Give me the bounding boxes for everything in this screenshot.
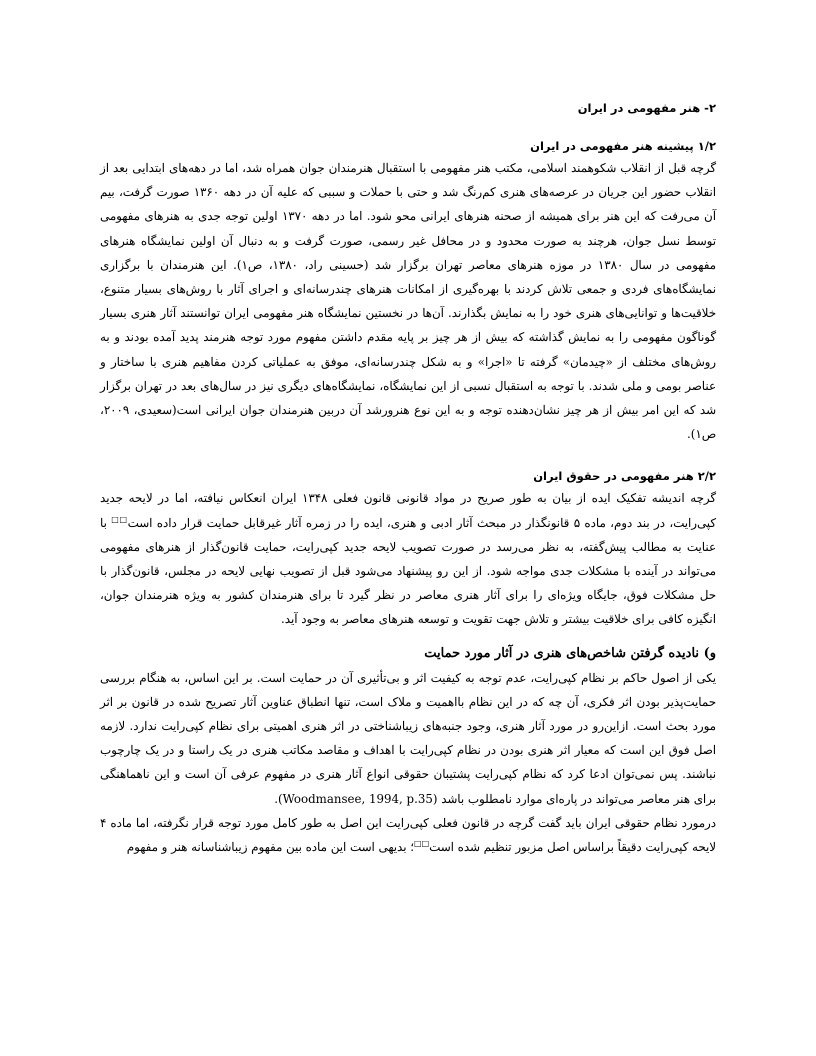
footnote-marker: □□	[414, 839, 430, 849]
footnote-marker: □□	[111, 514, 128, 524]
citation: (Woodmansee, 1994, p.35).	[274, 791, 442, 806]
section-1-title: ۱/۲ پیشینه هنر مفهومی در ایران	[530, 139, 716, 153]
section-3-paragraph-2	[100, 811, 716, 859]
section-2-text-b: با عنایت به مطالب پیش‌گفته، به نظر می‌رسد در صورت تصویب لایحه جدید کپی‌رایت، حمایت قانون‌گذار از هنرهای مفهومی می‌تواند در آینده با مشکلات جدی مواجه شود. از این رو پیشنهاد می‌شود قبل از تصویب نهایی لایحه در مجلس، قانون‌گذار با حل مشکلات فوق، جایگاه ویژه‌ای را برای آثار هنری معاصر در نظر گیرد تا برای هنرمندان کشور به ویژه هنرمندان جوان، انگیزه کافی برای خلاقیت بیشتر و تلاش جهت تقویت و توسعه هنرهای معاصر به وجود آید.	[100, 515, 716, 627]
document-page	[100, 92, 716, 859]
section-3-paragraph-1	[100, 666, 716, 811]
section-2-title: ۲/۲ هنر مفهومی در حقوق ایران	[533, 469, 716, 484]
heading-main: ۲- هنر مفهومی در ایران	[577, 101, 716, 115]
section-3-text-a: یکی از اصول حاکم بر نظام کپی‌رایت، عدم توجه به کیفیت اثر و بی‌تأثیری آن در حمایت است. بر این اساس، به هنگام بررسی حمایت‌پذیر بودن اثر فکری، آن چه که در این نظام بااهمیت و ملاک است، تنها انطباق عناوین آثار تصریح شده در قانون بر اثر مورد بحث است. ازاین‌رو در مورد آثار هنری، وجود جنبه‌های زیباشناختی در اثر هنری اهمیتی برای نظام کپی‌رایت ندارد. لازمه اصل فوق این است که معیار اثر هنری بودن در نظام کپی‌رایت با اهداف و مقاصد مکاتب هنری در یک راستا و در یک چارچوب نباشند. پس نمی‌توان ادعا کرد که نظام کپی‌رایت پشتیبان حقوقی انواع آثار هنری در مفهوم عرفی آن است و این ناهماهنگی برای هنر معاصر می‌تواند در پاره‌ای موارد نامطلوب باشد	[100, 670, 716, 806]
section-1-paragraph: گرچه قبل از انقلاب شکوهمند اسلامی، مکتب هنر مفهومی با استقبال هنرمندان جوان همراه شد، اما در دهه‌های ابتدایی بعد از انقلاب حضور این جریان در عرصه‌های هنری کم‌رنگ شد و حتی با حملات و سببی که علیه آن در دهه ۱۳۶۰ صورت گرفت، بیم آن می‌رفت که این هنر برای همیشه از صحنه هنرهای ایرانی محو شود. اما در دهه ۱۳۷۰ اولین توجه جدی به هنرهای مفهومی توسط نسل جوان، هرچند به صورت محدود و در محافل غیر رسمی، صورت گرفت و به دنبال آن اولین نمایشگاه هنرهای مفهومی در سال ۱۳۸۰ در موزه هنرهای معاصر تهران برگزار شد (حسینی راد، ۱۳۸۰، ص۱). این هنرمندان با برگزاری نمایشگاه‌های فردی و جمعی تلاش کردند با بهره‌گیری از امکانات هنرهای چندرسانه‌ای و اجرای آثار با روش‌های بسیار متنوع، خلاقیت‌ها و توانایی‌های هنری خود را به نمایش بگذارند. آن‌ها در نخستین نمایشگاه هنر مفهومی ایران توانستند آثار هنری بسیار گوناگون مفهومی را به نمایش گذاشته که بیش از هر چیز بر پایه مقدم داشتن مفهوم مورد توجه هنرمند پدید آمده بودند و به روش‌های مختلف از «چیدمان» گرفته تا «اجرا» و به شکل چندرسانه‌ای، موفق به عملیاتی کردن مفاهیم هنری با ساختار و عناصر بومی و ملی شدند. با توجه به استقبال نسبی از این نمایشگاه، نمایشگاه‌های دیگری نیز در سال‌های بعد در تهران برگزار شد که این امر بیش از هر چیز نشان‌دهنده توجه و به این نوع هنرورشد آن دربین هنرمندان جوان ایرانی است(سعیدی، ۲۰۰۹، ص۱).	[100, 161, 717, 442]
section-3-text-b: درمورد نظام حقوقی ایران باید گفت گرچه در قانون فعلی کپی‌رایت این اصل به طور کامل مورد توجه قرار نگرفته، اما ماده ۴ لایحه کپی‌رایت دقیقاً براساس اصل مزبور تنظیم شده است	[100, 815, 716, 855]
section-3-title: و) نادیده گرفتن شاخص‌های هنری در آثار مورد حمایت	[424, 645, 716, 661]
section-2-text-a: گرچه اندیشه تفکیک ایده از بیان به طور صریح در مواد قانونی قانون فعلی ۱۳۴۸ ایران انعکاس نیافته، اما در لایحه جدید کپی‌رایت، در بند دوم، ماده ۵ قانونگذار در مبحث آثار ادبی و هنری، ایده را در زمره آثار غیرقابل حمایت قرار داده است	[100, 491, 716, 530]
section-2-paragraph	[100, 486, 716, 631]
section-3-text-c: ؛ بدیهی است این ماده بین مفهوم زیباشناسانه هنر و مفهوم	[126, 840, 415, 855]
